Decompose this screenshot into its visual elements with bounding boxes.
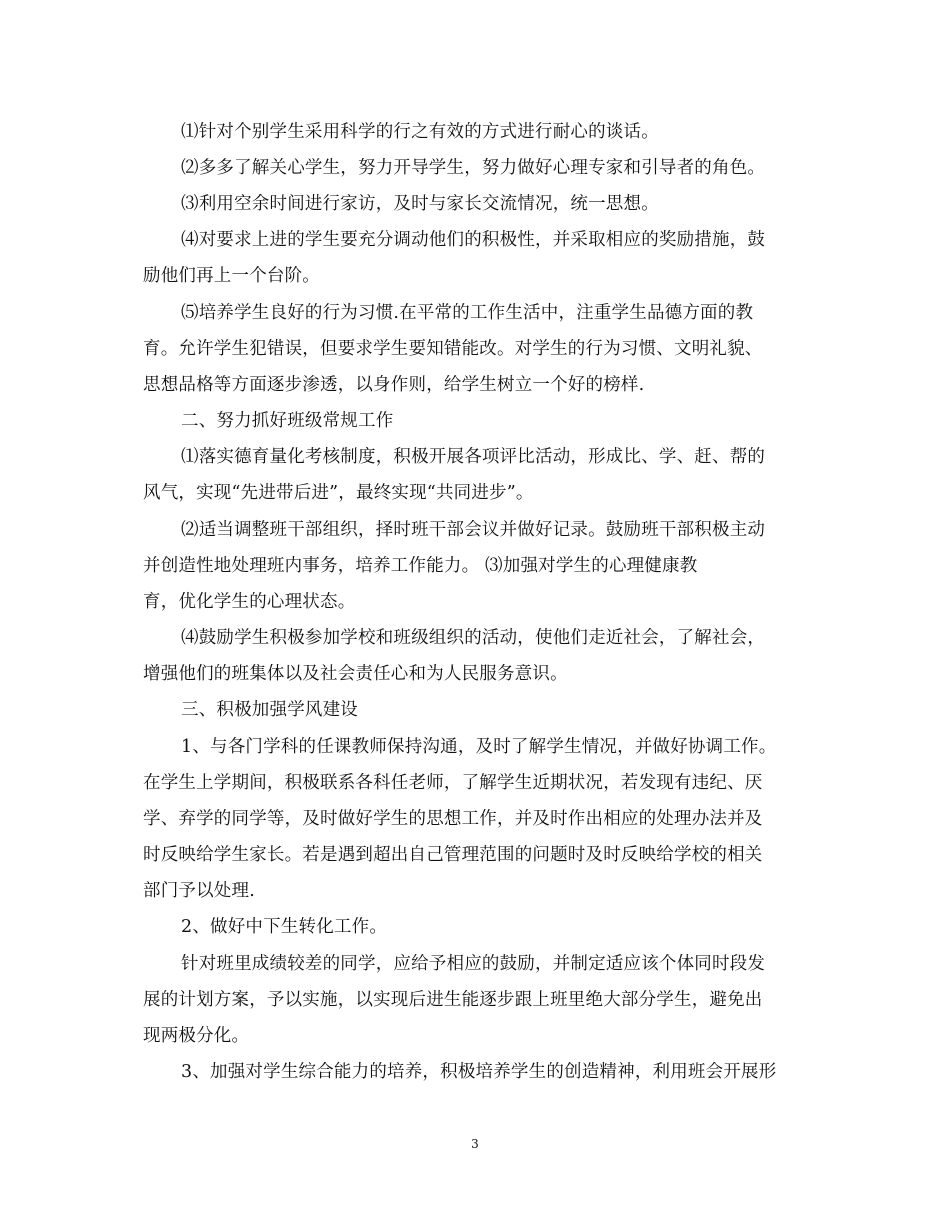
text-line: 在学生上学期间，积极联系各科任老师，了解学生近期状况，若发现有违纪、厌 xyxy=(143,773,763,793)
page-number: 3 xyxy=(471,1137,479,1151)
text-line: 现两极分化。 xyxy=(143,1026,250,1046)
text-line: ⑸培养学生良好的行为习惯.在平常的工作生活中，注重学生品德方面的教 xyxy=(181,303,754,323)
text-line: 育。允许学生犯错误，但要求学生要知错能改。对学生的行为习惯、文明礼貌、 xyxy=(143,339,763,359)
text-line: ⑴落实德育量化考核制度，积极开展各项评比活动，形成比、学、赶、帮的 xyxy=(181,447,766,467)
section-heading: 二、努力抓好班级常规工作 xyxy=(181,411,394,431)
text-line: 并创造性地处理班内事务，培养工作能力。 ⑶加强对学生的心理健康教 xyxy=(143,556,698,576)
text-line: ⑶利用空余时间进行家访，及时与家长交流情况，统一思想。 xyxy=(181,194,659,214)
text-line: ⑵适当调整班干部组织，择时班干部会议并做好记录。鼓励班干部积极主动 xyxy=(181,520,766,540)
text-line: 展的计划方案，予以实施，以实现后进生能逐步跟上班里绝大部分学生，避免出 xyxy=(143,990,763,1010)
text-line: 针对班里成绩较差的同学，应给予相应的鼓励，并制定适应该个体同时段发 xyxy=(181,954,766,974)
text-line: ⑴针对个别学生采用科学的行之有效的方式进行耐心的谈话。 xyxy=(181,122,659,142)
text-line: 育，优化学生的心理状态。 xyxy=(143,592,356,612)
text-line: ⑷对要求上进的学生要充分调动他们的积极性，并采取相应的奖励措施，鼓 xyxy=(181,230,766,250)
text-line: 增强他们的班集体以及社会责任心和为人民服务意识。 xyxy=(143,664,568,684)
text-line: 思想品格等方面逐步渗透，以身作则，给学生树立一个好的榜样. xyxy=(143,375,645,395)
text-line: 励他们再上一个台阶。 xyxy=(143,266,320,286)
text-line: 时反映给学生家长。若是遇到超出自己管理范围的问题时及时反映给学校的相关 xyxy=(143,845,763,865)
text-line: 2、做好中下生转化工作。 xyxy=(181,917,388,937)
text-line: ⑷鼓励学生积极参加学校和班级组织的活动，使他们走近社会，了解社会， xyxy=(181,628,766,648)
text-line: 风气，实现“先进带后进”，最终实现“共同进步”。 xyxy=(143,483,534,503)
text-line: 3、加强对学生综合能力的培养，积极培养学生的创造精神，利用班会开展形 xyxy=(181,1062,777,1082)
text-line: 部门予以处理. xyxy=(143,881,255,901)
text-line: 1、与各门学科的任课教师保持沟通，及时了解学生情况，并做好协调工作。 xyxy=(181,737,777,757)
section-heading: 三、积极加强学风建设 xyxy=(181,700,358,720)
text-line: 学、弃学的同学等，及时做好学生的思想工作，并及时作出相应的处理办法并及 xyxy=(143,809,763,829)
text-line: ⑵多多了解关心学生，努力开导学生，努力做好心理专家和引导者的角色。 xyxy=(181,158,766,178)
